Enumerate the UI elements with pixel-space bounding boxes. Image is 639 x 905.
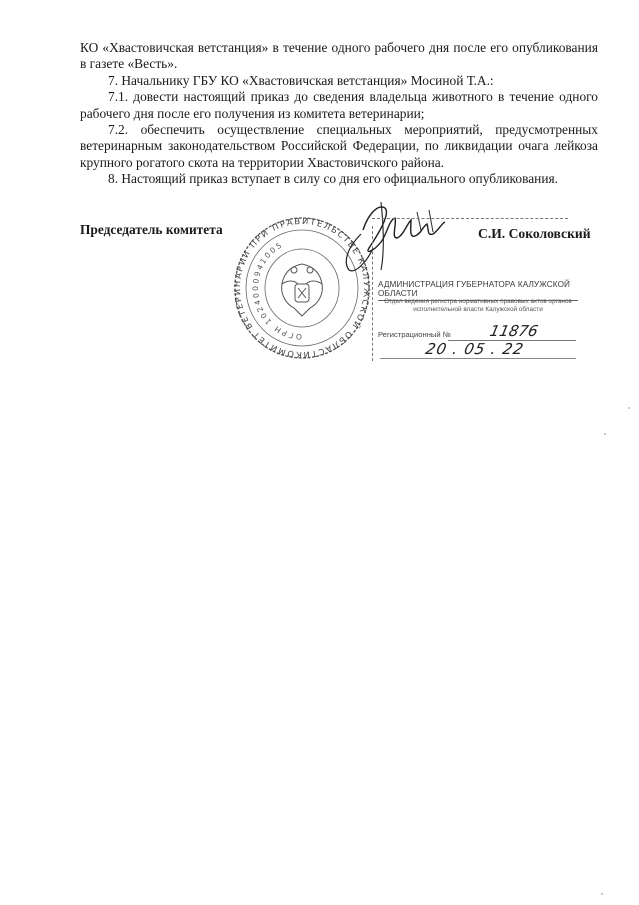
order-text bbox=[80, 40, 598, 188]
signer-name: С.И. Соколовский bbox=[478, 226, 591, 241]
stamp-date: 20 . 05 . 22 bbox=[424, 340, 526, 358]
stamp-organization: АДМИНИСТРАЦИЯ ГУБЕРНАТОРА КАЛУЖСКОЙ ОБЛАСТИ bbox=[378, 280, 578, 301]
seal-outer-text: КОМИТЕТ ВЕТЕРИНАРИИ ПРИ ПРАВИТЕЛЬСТВЕ КАЛУЖСКОЙ ОБЛАСТИ bbox=[232, 215, 372, 361]
paragraph-continuation: КО «Хвастовичская ветстанция» в течение одного рабочего дня после его опубликования в газете «Весть». bbox=[80, 40, 598, 72]
paragraph-item-7-2: 7.2. обеспечить осуществление специальных мероприятий, предусмотренных ветеринарным законодательством Российской Федерации, по ликвидации очага лейкоза крупного рогатого скота на территории Хвастовичского района. bbox=[80, 122, 598, 170]
signer-title: Председатель комитета bbox=[80, 222, 223, 237]
paragraph-item-8: 8. Настоящий приказ вступает в силу со дня его официального опубликования. bbox=[108, 171, 558, 187]
signature-icon bbox=[325, 190, 475, 280]
stamp-reg-label: Регистрационный № bbox=[378, 330, 451, 339]
stamp-date-line bbox=[380, 358, 576, 359]
coat-of-arms-icon bbox=[282, 264, 323, 316]
scan-speck bbox=[628, 407, 630, 409]
stamp-reg-number: 11876 bbox=[488, 322, 540, 340]
scan-speck bbox=[601, 893, 603, 895]
registration-stamp bbox=[372, 276, 582, 362]
paragraph-item-7-1: 7.1. довести настоящий приказ до сведения владельца животного в течение одного рабочего дня после его получения из комитета ветеринарии; bbox=[80, 89, 598, 121]
scan-speck bbox=[604, 433, 606, 435]
paragraph-item-7: 7. Начальнику ГБУ КО «Хвастовичская ветстанция» Мосиной Т.А.: bbox=[108, 72, 494, 88]
seal-ogrn-text: ОГРН 1024000941005 bbox=[251, 239, 303, 342]
stamp-department: Отдел ведения регистра нормативных правовых актов органов исполнительной власти Калужской области bbox=[384, 298, 572, 314]
stamp-frame-top bbox=[372, 218, 568, 220]
